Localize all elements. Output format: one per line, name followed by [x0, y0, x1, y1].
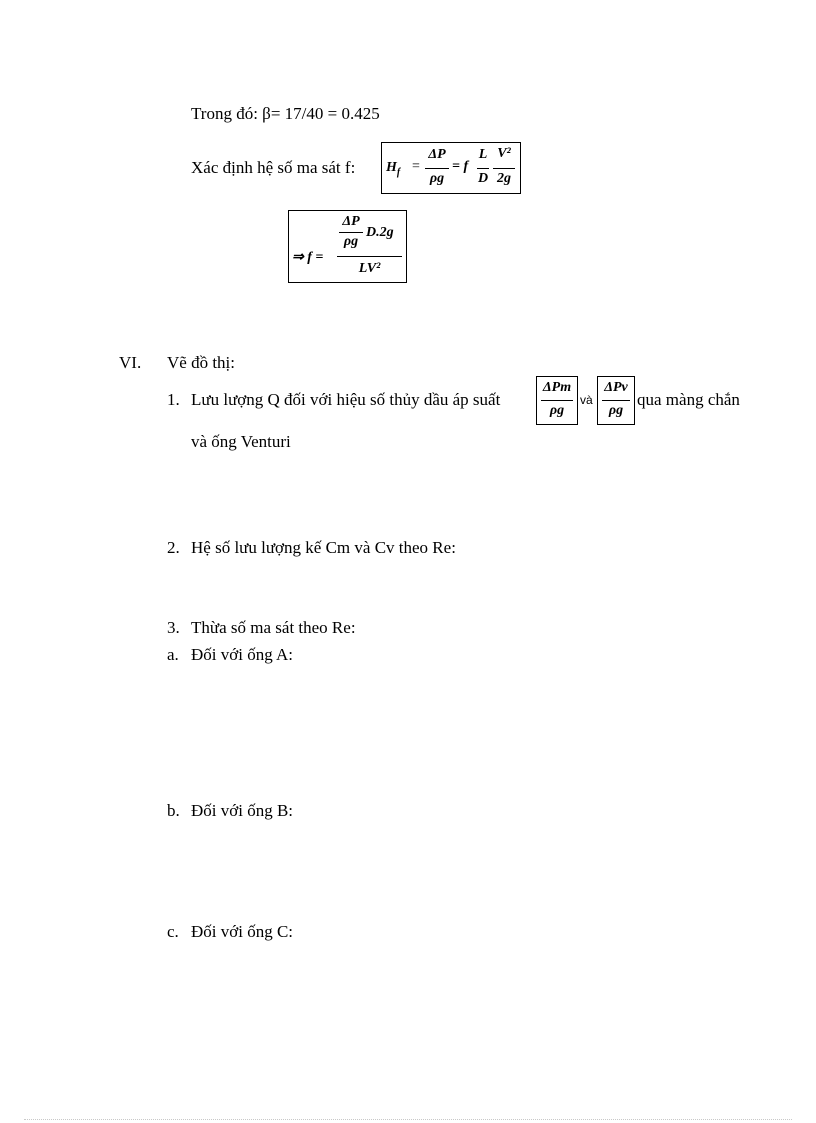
sub-c-label: c. — [167, 922, 179, 941]
eq1-frac3-num: V² — [497, 146, 511, 161]
frac-m-bar — [541, 400, 573, 401]
beta-line: Trong đó: β= 17/40 = 0.425 — [191, 104, 380, 123]
frac-v-num: ΔPv — [604, 380, 628, 395]
eq1-frac1-bar — [425, 168, 449, 169]
eq1-frac1-num: ΔP — [428, 147, 446, 162]
friction-factor-equation — [288, 210, 407, 283]
pressure-diff-venturi-fraction — [597, 376, 635, 425]
pressure-diff-orifice-fraction — [536, 376, 578, 425]
eq1-lhs: $H_f$ — [386, 160, 401, 178]
eq1-frac3-bar — [493, 168, 515, 169]
eq2-main-bar — [337, 256, 402, 257]
page-bottom-dotted-rule — [24, 1119, 792, 1120]
frac-v-den: ρg — [608, 403, 624, 418]
eq2-prefix: ⇒ f = — [292, 250, 324, 265]
item2-number: 2. — [167, 538, 180, 557]
item1-text-b: qua màng chắn — [637, 390, 740, 409]
eq2-inner-den: ρg — [343, 234, 359, 249]
section-title: Vẽ đồ thị: — [167, 353, 235, 372]
eq1-equals-f: = f — [452, 159, 469, 174]
item1-text-c: và ống Venturi — [191, 432, 291, 451]
sub-a-label: a. — [167, 645, 179, 664]
eq2-top-tail: D.2g — [366, 225, 394, 240]
sub-a-text: Đối với ống A: — [191, 645, 294, 664]
eq1-frac2-num: L — [478, 147, 488, 162]
sub-b-label: b. — [167, 801, 180, 820]
eq1-frac2-den: D — [477, 171, 489, 186]
item3-text: Thừa số ma sát theo Re: — [191, 618, 356, 637]
eq2-inner-num: ΔP — [342, 214, 360, 229]
sub-b-text: Đối với ống B: — [191, 801, 294, 820]
eq1-frac3-den: 2g — [497, 171, 511, 186]
eq1-equals: = — [412, 159, 420, 174]
frac-m-num: ΔPm — [542, 380, 572, 395]
friction-intro: Xác định hệ số ma sát f: — [191, 158, 356, 177]
sub-c-text: Đối với ống C: — [191, 922, 294, 941]
item3-number: 3. — [167, 618, 180, 637]
eq1-frac1-den: ρg — [429, 171, 445, 186]
and-small: và — [580, 393, 593, 407]
frac-v-bar — [602, 400, 630, 401]
item1-number: 1. — [167, 390, 180, 409]
eq2-denominator: LV² — [358, 261, 381, 276]
section-numeral: VI. — [119, 353, 142, 372]
eq1-frac2-bar — [477, 168, 489, 169]
head-loss-equation — [381, 142, 521, 194]
frac-m-den: ρg — [549, 403, 565, 418]
item1-text-a: Lưu lượng Q đối với hiệu số thủy dầu áp suất — [191, 390, 501, 409]
eq2-inner-bar — [339, 232, 363, 233]
item2-text: Hệ số lưu lượng kế Cm và Cv theo Re: — [191, 538, 456, 557]
